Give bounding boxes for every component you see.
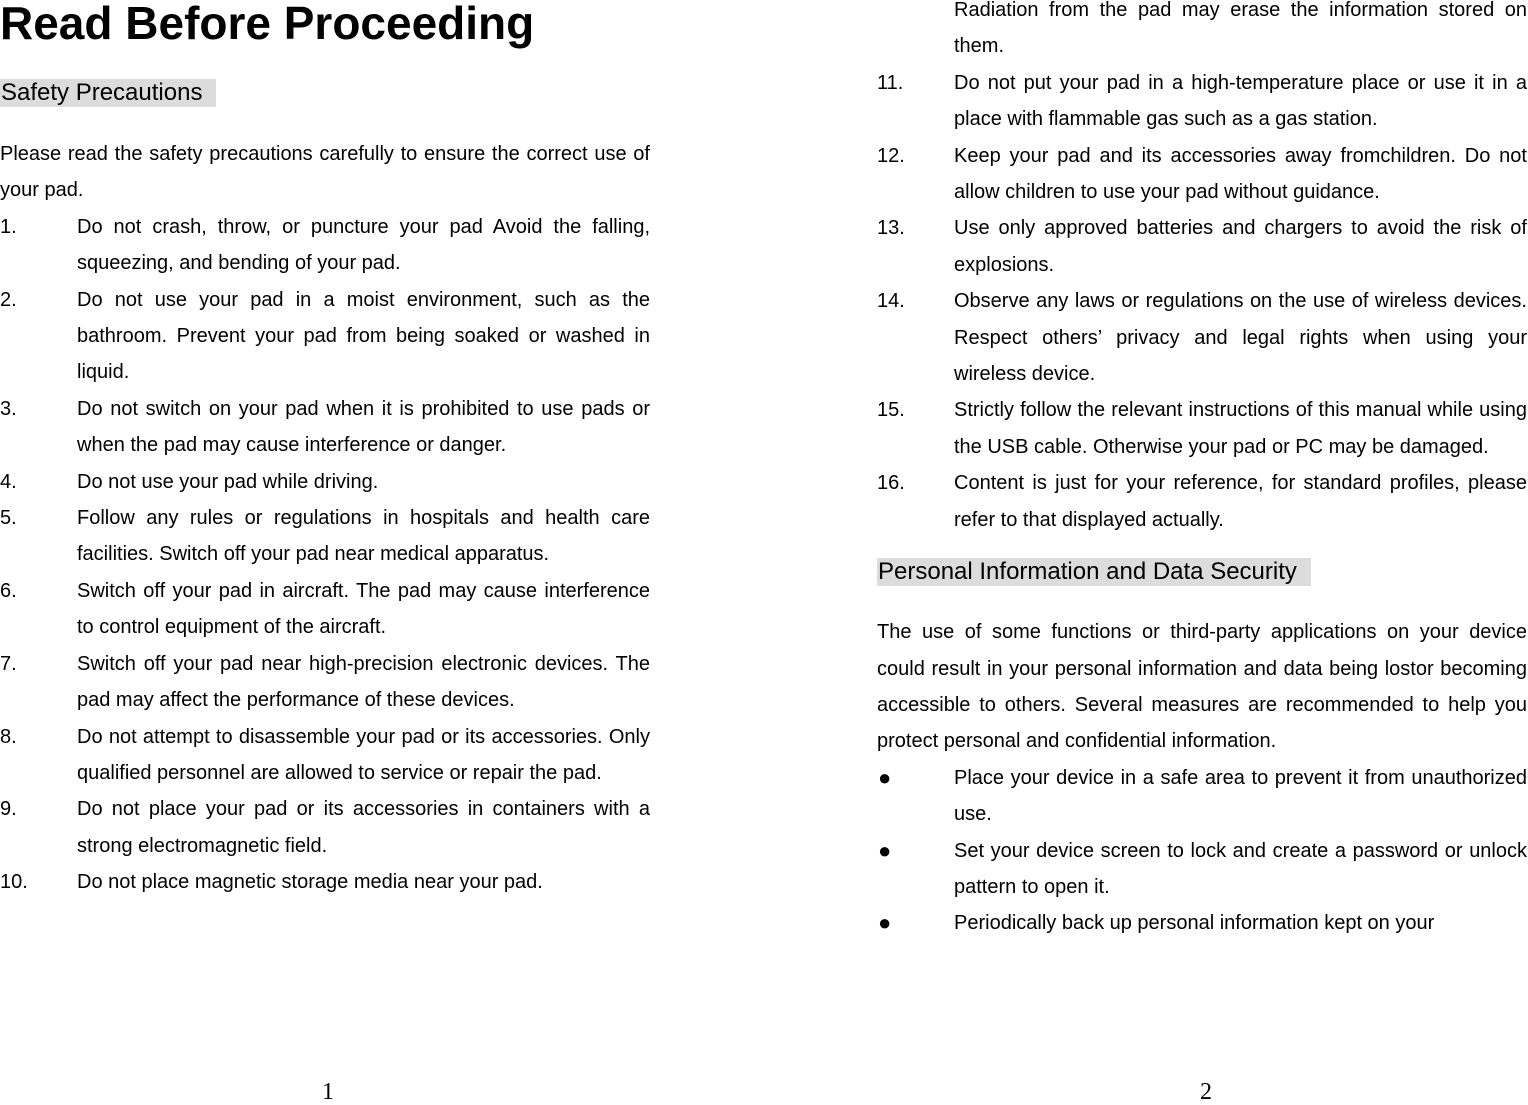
- section-heading-data-security: Personal Information and Data Security: [877, 558, 1311, 586]
- item-text: Do not put your pad in a high-temperature place or use it in a place with flammable gas such as a gas station.: [954, 71, 1527, 131]
- list-item: [877, 210, 1527, 283]
- list-item: [877, 138, 1527, 211]
- item-10-continuation: Radiation from the pad may erase the information stored on them.: [954, 0, 1527, 58]
- item-number: 1.: [0, 215, 17, 238]
- item-number: 14.: [877, 290, 905, 313]
- list-item: [0, 646, 650, 719]
- list-item: [877, 65, 1527, 138]
- item-number: 13.: [877, 217, 905, 240]
- item-number: 15.: [877, 399, 905, 422]
- item-number: 8.: [0, 725, 17, 748]
- item-number: 3.: [0, 397, 17, 420]
- item-text: Do not use your pad in a moist environment, such as the bathroom. Prevent your pad from being soaked or washed in liquid.: [77, 288, 650, 384]
- data-security-intro: The use of some functions or third-party applications on your device could result in your personal information and data being lostor becoming accessible to others. Several measures are recommended to help you protect personal and confidential information.: [877, 621, 1527, 753]
- page-number-right: 2: [1200, 1079, 1212, 1105]
- item-number: 5.: [0, 507, 17, 530]
- item-text: Follow any rules or regulations in hospitals and health care facilities. Switch off your pad near medical apparatus.: [77, 507, 650, 566]
- list-item: [877, 465, 1527, 538]
- item-number: 12.: [877, 144, 905, 167]
- item-text: Switch off your pad in aircraft. The pad may cause interference to control equipment of the aircraft.: [77, 579, 650, 639]
- item-text: Do not use your pad while driving.: [77, 470, 379, 493]
- item-number: 2.: [0, 288, 17, 311]
- list-item: [0, 573, 650, 646]
- list-item: [877, 905, 1527, 941]
- item-text: Do not crash, throw, or puncture your pad Avoid the falling, squeezing, and bending of your pad.: [77, 215, 650, 275]
- list-item: [0, 464, 650, 500]
- list-item: [877, 833, 1527, 906]
- bullet-text: Set your device screen to lock and create a password or unlock pattern to open it.: [954, 839, 1527, 898]
- safety-list-2: [877, 65, 1527, 538]
- page-number-left: 1: [322, 1079, 334, 1105]
- item-number: 10.: [0, 871, 28, 894]
- list-item: [0, 791, 650, 864]
- item-text: Do not place magnetic storage media near your pad.: [77, 871, 543, 894]
- bullet-text: Periodically back up personal information kept on your: [954, 912, 1435, 935]
- list-item: [0, 391, 650, 464]
- item-number: 16.: [877, 472, 905, 495]
- safety-list-1: [0, 209, 650, 901]
- item-number: 7.: [0, 652, 17, 675]
- bullet-icon: ●: [878, 764, 892, 790]
- item-number: 11.: [877, 71, 904, 94]
- item-text: Switch off your pad near high-precision electronic devices. The pad may affect the performance of these devices.: [77, 652, 650, 712]
- left-page: [0, 0, 650, 901]
- right-page: [877, 0, 1527, 942]
- list-item: [0, 864, 650, 900]
- page-title: Read Before Proceeding: [0, 0, 535, 49]
- item-text: Do not switch on your pad when it is prohibited to use pads or when the pad may cause interference or danger.: [77, 397, 650, 457]
- list-item: [0, 500, 650, 573]
- item-text: Strictly follow the relevant instructions of this manual while using the USB cable. Otherwise your pad or PC may be damaged.: [954, 399, 1527, 458]
- bullet-icon: ●: [878, 837, 892, 863]
- bullet-text: Place your device in a safe area to prevent it from unauthorized use.: [954, 766, 1527, 826]
- bullet-icon: ●: [878, 910, 892, 936]
- item-number: 4.: [0, 470, 17, 493]
- list-item: [0, 719, 650, 792]
- item-number: 9.: [0, 798, 17, 821]
- item-text: Observe any laws or regulations on the use of wireless devices. Respect others’ privacy and legal rights when using your wireless device.: [954, 290, 1527, 386]
- section-heading-safety: Safety Precautions: [0, 79, 216, 107]
- list-item: [0, 209, 650, 282]
- item-text: Do not attempt to disassemble your pad or its accessories. Only qualified personnel are allowed to service or repair the pad.: [77, 725, 650, 784]
- item-text: Do not place your pad or its accessories in containers with a strong electromagnetic field.: [77, 798, 650, 857]
- list-item: [0, 282, 650, 391]
- safety-intro: Please read the safety precautions carefully to ensure the correct use of your pad.: [0, 143, 650, 202]
- data-security-bullets: [877, 760, 1527, 942]
- list-item: [877, 392, 1527, 465]
- item-text: Use only approved batteries and chargers to avoid the risk of explosions.: [954, 217, 1527, 276]
- list-item: [877, 760, 1527, 833]
- item-number: 6.: [0, 579, 17, 602]
- list-item: [877, 283, 1527, 392]
- item-text: Content is just for your reference, for standard profiles, please refer to that displayed actually.: [954, 472, 1527, 531]
- item-text: Keep your pad and its accessories away fromchildren. Do not allow children to use your pad without guidance.: [954, 144, 1527, 204]
